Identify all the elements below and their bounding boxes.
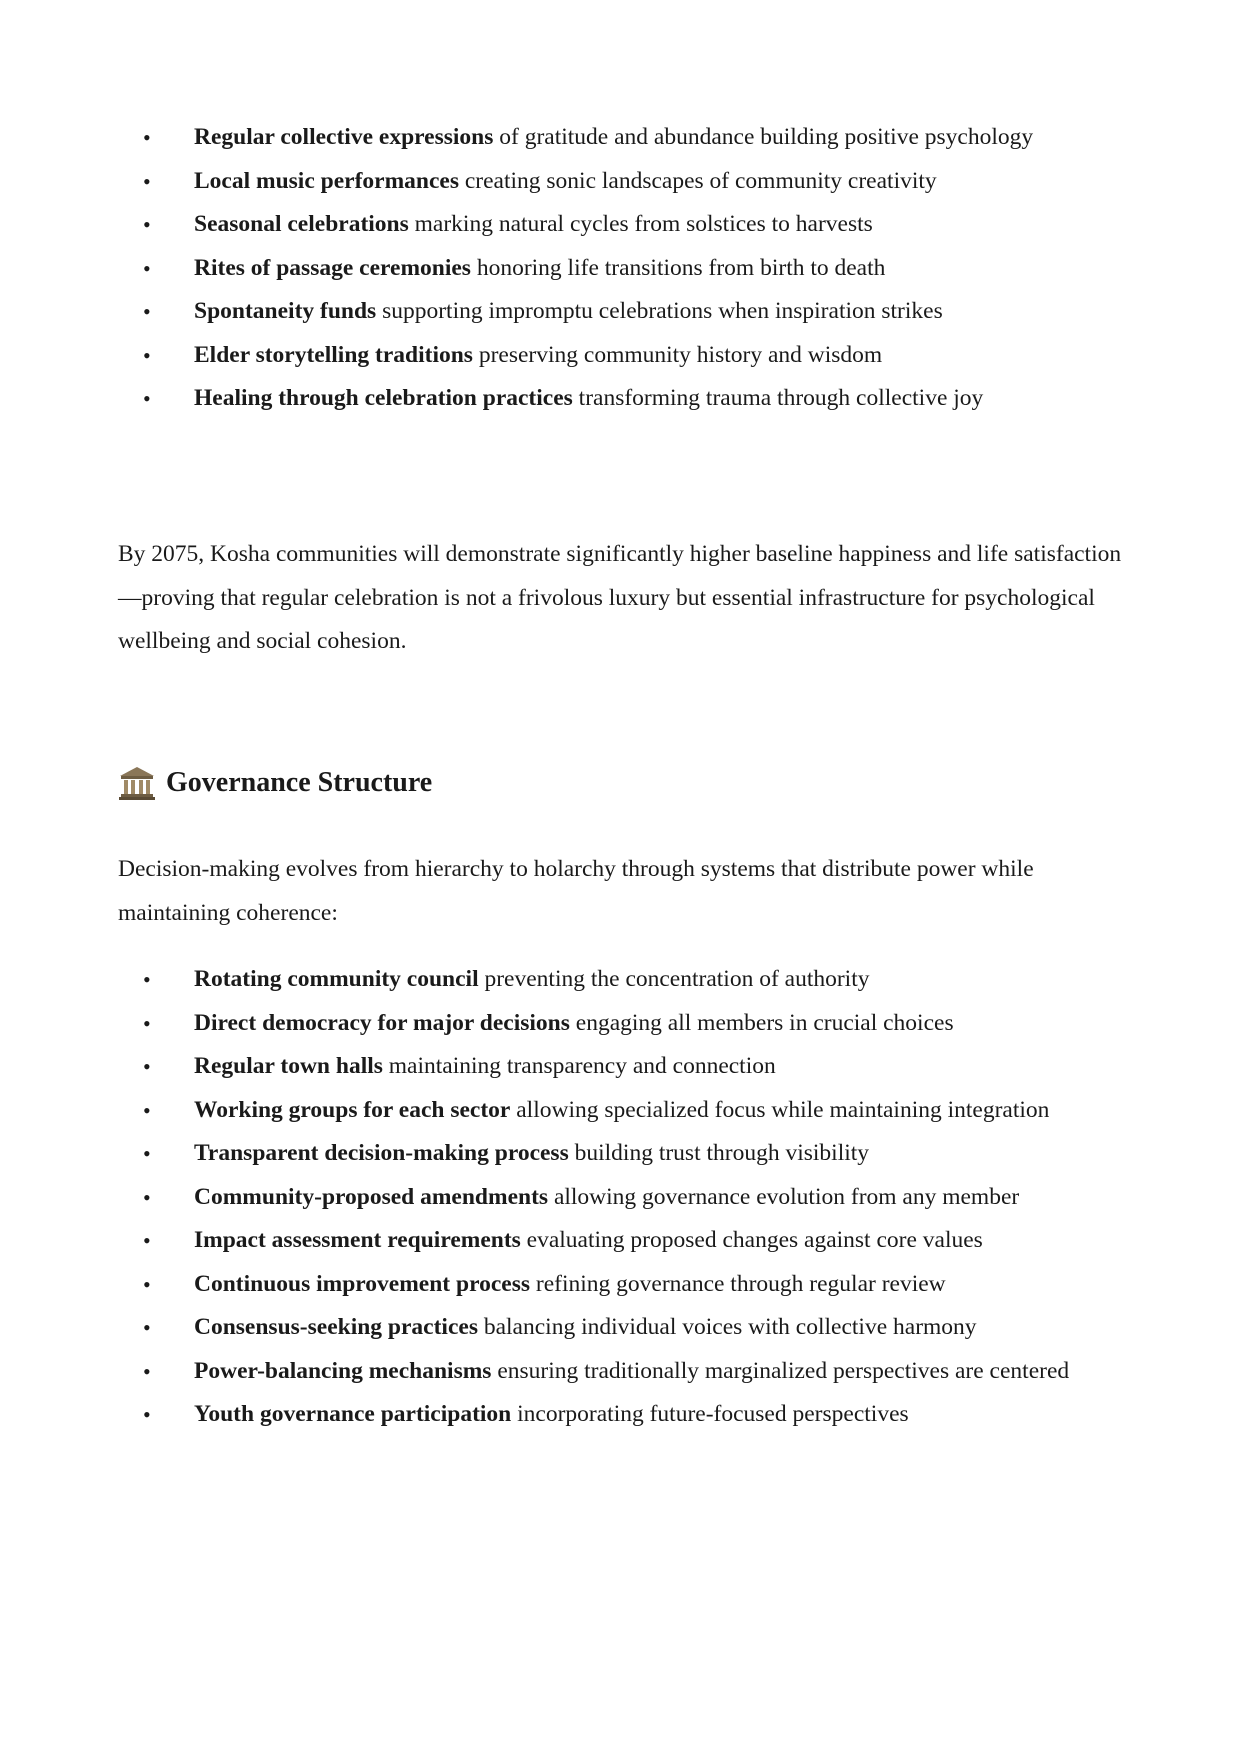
item-description: engaging all members in crucial choices: [569, 1009, 954, 1036]
bullet-icon: •: [143, 1315, 151, 1340]
list-item: [0, 1176, 1241, 1220]
list-item: [0, 1132, 1241, 1176]
bullet-icon: •: [143, 1358, 151, 1384]
item-bold-term: Working groups for each sector: [194, 1096, 511, 1123]
item-bold-term: Continuous improvement process: [194, 1270, 530, 1297]
item-bold-term: Rites of passage ceremonies: [194, 254, 471, 281]
bullet-icon: •: [143, 168, 151, 194]
list-item: [0, 1263, 1241, 1307]
item-bold-term: Youth governance participation: [194, 1401, 512, 1427]
item-bold-term: Power-balancing mechanisms: [194, 1357, 492, 1384]
bullet-icon: •: [143, 386, 151, 411]
item-description: evaluating proposed changes against core values: [520, 1227, 983, 1253]
list-item: [0, 1045, 1241, 1089]
bullet-icon: •: [143, 1054, 151, 1079]
paragraph-2075-outlook: By 2075, Kosha communities will demonstrate significantly higher baseline happiness and life satisfaction—proving that regular celebration is not a frivolous luxury but essential infrastructure for psychological wellbeing and social cohesion.: [118, 541, 1122, 654]
bullet-icon: •: [143, 299, 151, 324]
list-item: [0, 377, 1241, 421]
item-description: allowing specialized focus while maintaining integration: [510, 1096, 1050, 1123]
item-description: marking natural cycles from solstices to harvests: [408, 211, 873, 237]
item-bold-term: Healing through celebration practices: [194, 385, 573, 411]
item-bold-term: Regular collective expressions: [194, 124, 494, 150]
item-description: building trust through visibility: [568, 1140, 870, 1166]
bullet-icon: •: [143, 1097, 151, 1123]
section-heading-text: Governance Structure: [166, 767, 433, 798]
list-item: [0, 1219, 1241, 1263]
item-description: maintaining transparency and connection: [382, 1053, 776, 1079]
item-bold-term: Community-proposed amendments: [194, 1183, 549, 1210]
item-description: ensuring traditionally marginalized perspectives are centered: [491, 1357, 1070, 1384]
item-bold-term: Local music performances: [194, 167, 459, 194]
list-item: [0, 160, 1241, 204]
list-item: [0, 334, 1241, 378]
item-description: balancing individual voices with collective harmony: [477, 1314, 977, 1340]
bullet-icon: •: [143, 1271, 151, 1297]
item-description: transforming trauma through collective joy: [572, 385, 984, 411]
list-item: [0, 203, 1241, 247]
item-description: allowing governance evolution from any member: [548, 1183, 1020, 1210]
item-description: preventing the concentration of authority: [478, 966, 870, 992]
classical-building-icon: [118, 764, 156, 802]
item-bold-term: Direct democracy for major decisions: [194, 1009, 570, 1036]
bullet-icon: •: [143, 967, 151, 992]
item-bold-term: Seasonal celebrations: [194, 211, 409, 237]
bullet-icon: •: [143, 125, 151, 150]
governance-intro-paragraph: Decision-making evolves from hierarchy to holarchy through systems that distribute power while maintaining coherence:: [118, 856, 1034, 926]
bullet-icon: •: [143, 1010, 151, 1036]
list-item: [0, 116, 1241, 160]
bullet-icon: •: [143, 1228, 151, 1253]
list-item: [0, 290, 1241, 334]
bullet-icon: •: [143, 1184, 151, 1210]
bullet-icon: •: [143, 342, 151, 368]
list-item: [0, 1306, 1241, 1350]
bullet-icon: •: [143, 255, 151, 281]
list-item: [0, 1089, 1241, 1133]
list-item: [0, 1393, 1241, 1437]
item-description: incorporating future-focused perspectives: [511, 1401, 909, 1427]
item-bold-term: Regular town halls: [194, 1053, 383, 1079]
celebration-practices-list: [0, 116, 1241, 421]
bullet-icon: •: [143, 1141, 151, 1166]
item-description: honoring life transitions from birth to death: [470, 254, 886, 281]
item-bold-term: Spontaneity funds: [194, 298, 377, 324]
item-bold-term: Transparent decision-making process: [194, 1140, 569, 1166]
list-item: [0, 958, 1241, 1002]
item-bold-term: Impact assessment requirements: [194, 1227, 521, 1253]
list-item: [0, 1350, 1241, 1394]
item-description: refining governance through regular review: [530, 1270, 946, 1297]
item-bold-term: Rotating community council: [194, 966, 479, 992]
governance-practices-list: [0, 958, 1241, 1437]
item-description: preserving community history and wisdom: [472, 341, 883, 368]
item-description: creating sonic landscapes of community creativity: [458, 167, 937, 194]
list-item: [0, 247, 1241, 291]
list-item: [0, 1002, 1241, 1046]
bullet-icon: •: [143, 1402, 151, 1427]
section-heading-governance: [118, 764, 432, 802]
item-bold-term: Consensus-seeking practices: [194, 1314, 478, 1340]
bullet-icon: •: [143, 212, 151, 237]
item-bold-term: Elder storytelling traditions: [194, 341, 473, 368]
item-description: of gratitude and abundance building positive psychology: [493, 124, 1034, 150]
item-description: supporting impromptu celebrations when inspiration strikes: [376, 298, 943, 324]
